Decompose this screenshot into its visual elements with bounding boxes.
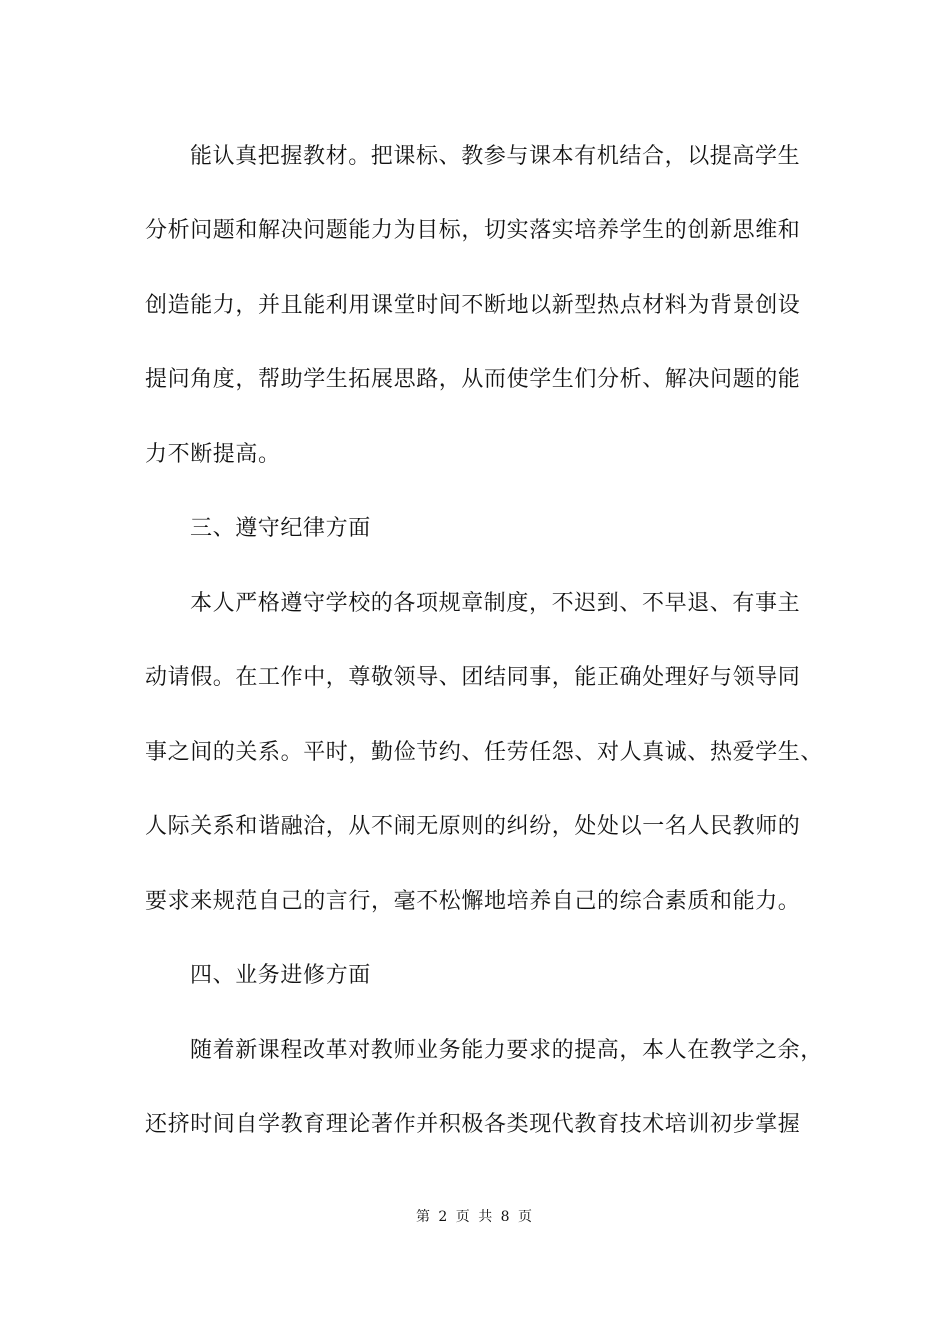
paragraph-line: 提问角度，帮助学生拓展思路，从而使学生们分析、解决问题的能 [145, 367, 801, 392]
paragraph-line: 力不断提高。 [145, 442, 281, 467]
paragraph-line: 能认真把握教材。把课标、教参与课本有机结合，以提高学生 [190, 144, 801, 169]
paragraph-line: 随着新课程改革对教师业务能力要求的提高，本人在教学之余， [190, 1038, 823, 1063]
paragraph-line: 动请假。在工作中，尊敬领导、团结同事，能正确处理好与领导同 [145, 665, 801, 690]
paragraph-line: 人际关系和谐融洽，从不闹无原则的纠纷，处处以一名人民教师的 [145, 814, 801, 839]
section-heading: 三、遵守纪律方面 [190, 516, 371, 541]
section-heading: 四、业务进修方面 [190, 963, 371, 988]
page-number-footer: 第 2 页 共 8 页 [415, 1209, 535, 1225]
paragraph-line: 事之间的关系。平时，勤俭节约、任劳任怨、对人真诚、热爱学生、 [145, 740, 824, 765]
paragraph-line: 本人严格遵守学校的各项规章制度，不迟到、不早退、有事主 [190, 591, 801, 616]
paragraph-line: 要求来规范自己的言行，毫不松懈地培养自己的综合素质和能力。 [145, 889, 801, 914]
paragraph-line: 创造能力，并且能利用课堂时间不断地以新型热点材料为背景创设 [145, 293, 801, 318]
paragraph-line: 分析问题和解决问题能力为目标，切实落实培养学生的创新思维和 [145, 218, 801, 243]
paragraph-line: 还挤时间自学教育理论著作并积极各类现代教育技术培训初步掌握 [145, 1112, 801, 1137]
